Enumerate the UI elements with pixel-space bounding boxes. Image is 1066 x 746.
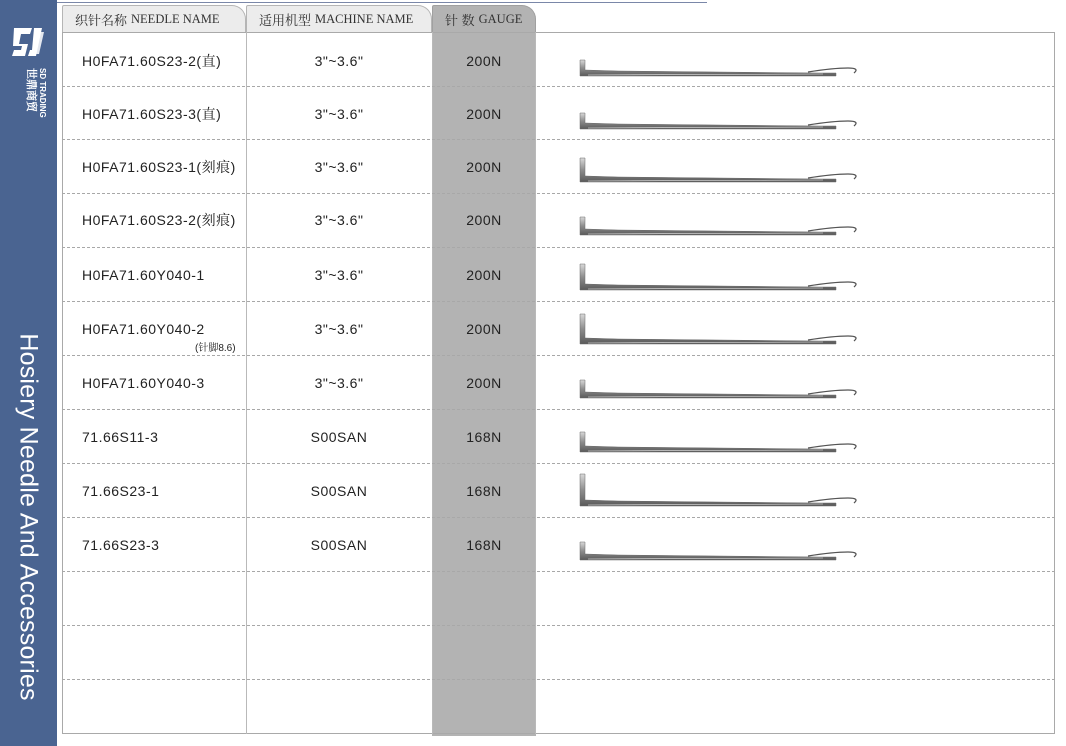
header-machine-name-cn: 适用机型: [259, 13, 312, 28]
needle-name-cell: H0FA71.60Y040-3: [82, 375, 205, 391]
needle-name-cell: H0FA71.60Y040-1: [82, 267, 205, 283]
needle-image: [578, 518, 868, 572]
machine-name-cell: 3"~3.6": [314, 267, 364, 283]
table-row: [62, 140, 1055, 194]
row-divider: [62, 679, 1055, 680]
needle-name-cell: 71.66S11-3: [82, 429, 159, 445]
gauge-cell: 168N: [466, 483, 502, 499]
machine-name-cell: S00SAN: [310, 483, 368, 499]
table-row: [62, 34, 1055, 88]
gauge-cell: 200N: [466, 106, 502, 122]
needle-image: [578, 356, 868, 410]
header-needle-name-cn: 织针名称: [75, 13, 128, 28]
row-divider: [62, 625, 1055, 626]
header-machine-name: [246, 5, 432, 33]
needle-image: [578, 248, 868, 302]
machine-name-cell: S00SAN: [310, 537, 368, 553]
gauge-cell: 168N: [466, 429, 502, 445]
gauge-cell: 200N: [466, 212, 502, 228]
company-logo: [8, 22, 48, 182]
gauge-cell: 200N: [466, 159, 502, 175]
needle-image: [578, 302, 868, 356]
machine-name-cell: 3"~3.6": [314, 321, 364, 337]
needle-image: [578, 410, 868, 464]
sidebar-title: Hosiery Needle And Accessories: [14, 333, 43, 701]
machine-name-cell: S00SAN: [310, 429, 368, 445]
header-gauge-en: GAUGE: [478, 12, 523, 26]
needle-image: [578, 34, 868, 88]
table-row: [62, 464, 1055, 518]
header-gauge-cn: 针 数: [445, 13, 475, 28]
header-needle-name-en: NEEDLE NAME: [131, 12, 220, 26]
needle-image: [578, 464, 868, 518]
needle-name-cell: 71.66S23-1: [82, 483, 160, 499]
needle-name-cell: H0FA71.60S23-2(刻痕): [82, 212, 236, 228]
needle-note: (针脚8.6): [195, 343, 236, 354]
machine-name-cell: 3"~3.6": [314, 106, 364, 122]
needle-name-cell: H0FA71.60Y040-2: [82, 321, 205, 337]
gauge-cell: 200N: [466, 267, 502, 283]
header-needle-name: [62, 5, 246, 33]
table-row: [62, 87, 1055, 141]
needle-image: [578, 87, 868, 141]
header-gauge: [432, 5, 536, 33]
gauge-cell: 200N: [466, 375, 502, 391]
needle-image: [578, 140, 868, 194]
needle-name-cell: H0FA71.60S23-2(直): [82, 53, 222, 69]
header-machine-name-en: MACHINE NAME: [315, 12, 414, 26]
machine-name-cell: 3"~3.6": [314, 212, 364, 228]
table-row: [62, 356, 1055, 410]
table-row: [62, 410, 1055, 464]
needle-name-cell: H0FA71.60S23-1(刻痕): [82, 159, 236, 175]
machine-name-cell: 3"~3.6": [314, 53, 364, 69]
svg-text:SD TRADING: SD TRADING: [38, 68, 47, 118]
needle-image: [578, 193, 868, 247]
gauge-cell: 200N: [466, 53, 502, 69]
machine-name-cell: 3"~3.6": [314, 159, 364, 175]
needle-name-cell: H0FA71.60S23-3(直): [82, 106, 222, 122]
sidebar: [0, 0, 57, 746]
table-row: [62, 518, 1055, 572]
gauge-cell: 200N: [466, 321, 502, 337]
needle-name-cell: 71.66S23-3: [82, 537, 160, 553]
machine-name-cell: 3"~3.6": [314, 375, 364, 391]
table-row: [62, 302, 1055, 356]
gauge-cell: 168N: [466, 537, 502, 553]
svg-text:世鼎商贸: 世鼎商贸: [25, 68, 38, 112]
table-row: [62, 248, 1055, 302]
top-rule: [57, 2, 707, 3]
table-row: [62, 193, 1055, 247]
